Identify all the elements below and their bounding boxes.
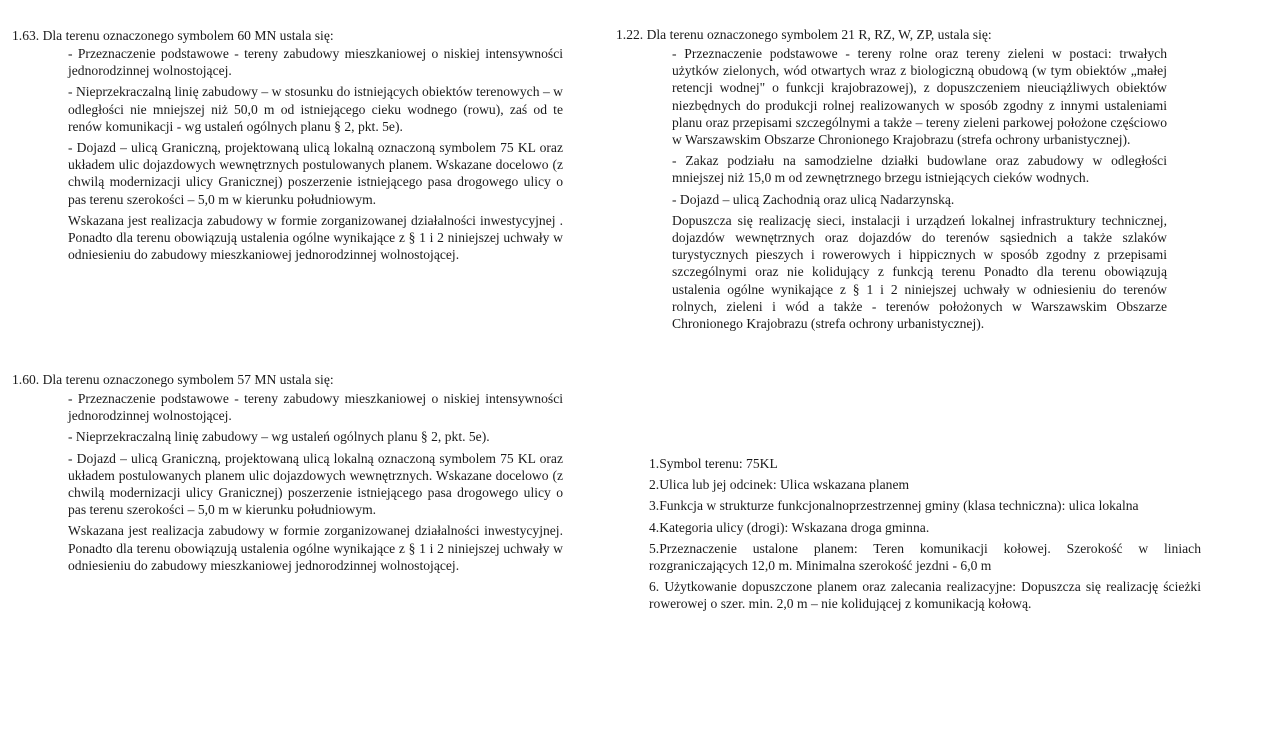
section-body <box>672 45 1167 336</box>
section-heading: 1.60. Dla terenu oznaczonego symbolem 57 MN ustala się: <box>12 372 334 387</box>
road-spec-item: 2.Ulica lub jej odcinek: Ulica wskazana planem <box>649 477 910 493</box>
paragraph: - Zakaz podziału na samodzielne działki budowlane oraz zabudowy w odległości mniejszej niż 15,0 m od zewnętrznego brzegu istniejących cieków wodnych. <box>672 153 1167 186</box>
paragraph: Wskazana jest realizacja zabudowy w formie zorganizowanej działalności inwestycyjnej. Ponadto dla terenu obowiązują ustalenia ogólne wynikające z § 1 i 2 niniejszej uchwały w odniesieniu do zabudowy mieszkaniowej jednorodzinnej wolnostojącej. <box>68 523 563 573</box>
paragraph: - Przeznaczenie podstawowe - tereny zabudowy mieszkaniowej o niskiej intensywności jednorodzinnej wolnostojącej. <box>68 46 563 79</box>
paragraph: - Przeznaczenie podstawowe - tereny rolne oraz tereny zieleni w postaci: trwałych użytków zielonych, wód otwartych wraz z biologiczną obudową (w tym obiektów „małej retencji wodnej" o funkcji krajobrazowej), z dopuszczeniem nieuciążliwych obiektów niezbędnych do produkcji rolnej realizowanych w sposób zgodny z innymi ustaleniami planu oraz przepisami szczególnymi a także – tereny zieleni parkowej położone częściowo w Warszawskim Obszarze Chronionego Krajobrazu (strefa ochrony urbanistycznej). <box>672 46 1167 148</box>
paragraph: Wskazana jest realizacja zabudowy w formie zorganizowanej działalności inwestycyjnej . Ponadto dla terenu obowiązują ustalenia ogólne wynikające z § 1 i 2 niniejszej uchwały w odniesieniu do zabudowy mieszkaniowej jednorodzinnej wolnostojącej. <box>68 212 563 263</box>
road-spec-item: 1.Symbol terenu: 75KL <box>649 456 778 471</box>
paragraph: - Dojazd – ulicą Graniczną, projektowaną ulicą lokalną oznaczoną symbolem 75 KL oraz układem ulic dojazdowych wewnętrznych postulowanych planem. Wskazane docelowo (z chwilą modernizacji ulicy Granicznej) poszerzenie istniejącego pasa drogowego ulicy o pas terenu szerokości – 5,0 m w kierunku południowym. <box>68 140 563 207</box>
section-heading: 1.22. Dla terenu oznaczonego symbolem 21 R, RZ, W, ZP, ustala się: <box>616 27 992 42</box>
road-spec-item: 4.Kategoria ulicy (drogi): Wskazana droga gminna. <box>649 519 930 535</box>
paragraph: - Nieprzekraczalną linię zabudowy – wg ustaleń ogólnych planu § 2, pkt. 5e). <box>68 429 490 445</box>
section-heading: 1.63. Dla terenu oznaczonego symbolem 60 MN ustala się: <box>12 28 334 43</box>
paragraph: - Dojazd – ulicą Graniczną, projektowaną ulicą lokalną oznaczoną symbolem 75 KL oraz układem postulowanych planem ulic dojazdowych wewnętrznych. Wskazane docelowo (z chwilą modernizacji ulicy Granicznej) poszerzenie istniejącego pasa drogowego ulicy o pas terenu szerokości – 5,0 m w kierunku południowym. <box>68 450 563 518</box>
section-body <box>68 45 563 267</box>
paragraph: - Przeznaczenie podstawowe - tereny zabudowy mieszkaniowej o niskiej intensywności jednorodzinnej wolnostojącej. <box>68 391 563 424</box>
paragraph: - Dojazd – ulicą Zachodnią oraz ulicą Nadarzynską. <box>672 191 955 207</box>
road-spec-item: 3.Funkcja w strukturze funkcjonalnoprzestrzennej gminy (klasa techniczna): ulica lokalna <box>649 498 1139 514</box>
paragraph: Dopuszcza się realizację sieci, instalacji i urządzeń lokalnej infrastruktury technicznej, dojazdów wewnętrznych oraz dojazdów do terenów sąsiednich a także szlaków turystycznych pieszych i rowerowych i hippicznych w sposób zgodny z przepisami szczególnymi oraz nie kolidujący z funkcją terenu Ponadto dla terenu obowiązują ustalenia ogólne wynikające z § 1 i 2 niniejszej uchwały w odniesieniu do terenów rolnych, zieleni i wód a także - terenów położonych w Warszawskim Obszarze Chronionego Krajobrazu (strefa ochrony urbanistycznej). <box>672 212 1167 332</box>
section-body <box>68 390 563 578</box>
road-spec-list <box>649 455 1201 617</box>
road-spec-item: 6. Użytkowanie dopuszczone planem oraz zalecania realizacyjne: Dopuszcza się realizację ścieżki rowerowej o szer. min. 2,0 m – nie kolidującej z komunikacją kołową. <box>649 579 1201 612</box>
road-spec-item: 5.Przeznaczenie ustalone planem: Teren komunikacji kołowej. Szerokość w liniach rozgraniczających 12,0 m. Minimalna szerokość jezdni - 6,0 m <box>649 540 1201 574</box>
paragraph: - Nieprzekraczalną linię zabudowy – w stosunku do istniejących obiektów terenowych – w odległości nie mniejszej niż 50,0 m od istniejącego cieku wodnego (rowu), zaś od te renów komunikacji - wg ustaleń ogólnych planu § 2, pkt. 5e). <box>68 84 563 134</box>
